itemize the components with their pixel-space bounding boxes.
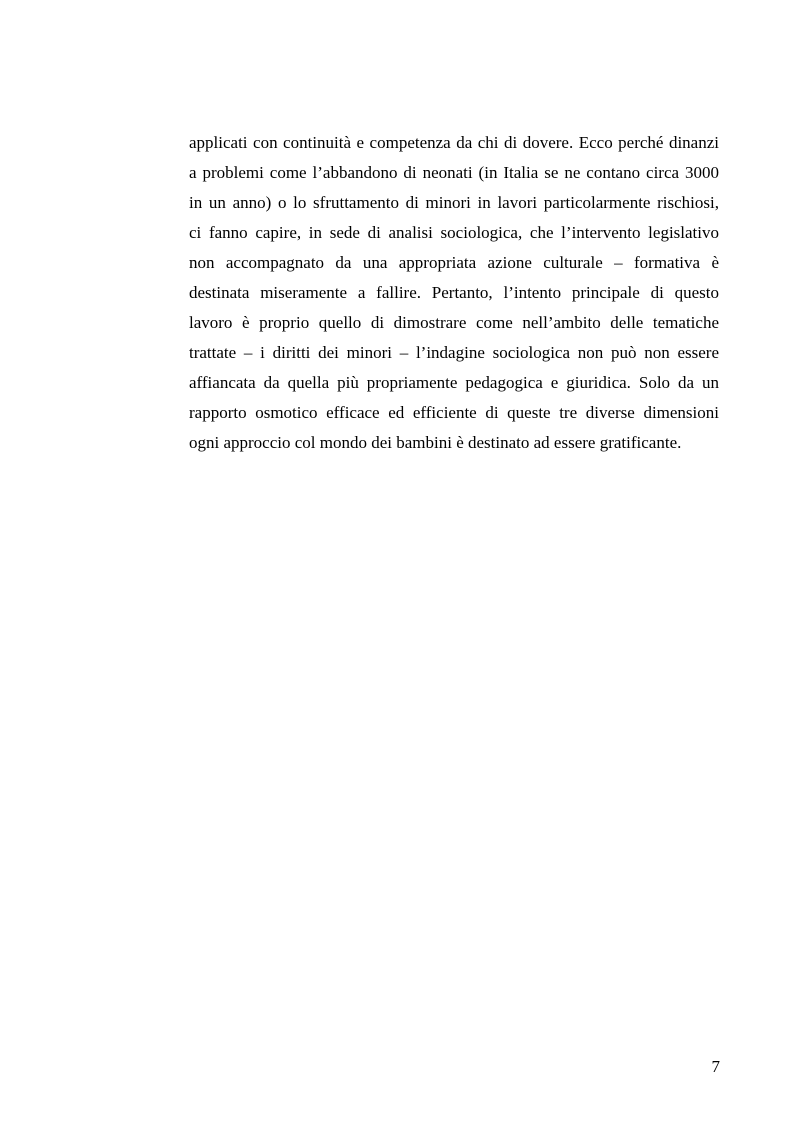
paragraph-line: destinata miseramente a fallire. Pertanto, l’intento principale di questo xyxy=(189,283,719,302)
body-paragraph xyxy=(189,128,719,458)
paragraph-line: affiancata da quella più propriamente pedagogica e giuridica. Solo da un xyxy=(189,373,719,392)
paragraph-line: rapporto osmotico efficace ed efficiente di queste tre diverse dimensioni xyxy=(189,403,719,422)
paragraph-line: applicati con continuità e competenza da chi di dovere. Ecco perché dinanzi xyxy=(189,133,719,152)
paragraph-line: ci fanno capire, in sede di analisi sociologica, che l’intervento legislativo xyxy=(189,223,719,242)
paragraph-line: lavoro è proprio quello di dimostrare come nell’ambito delle tematiche xyxy=(189,313,719,332)
paragraph-line: ogni approccio col mondo dei bambini è destinato ad essere gratificante. xyxy=(189,433,682,452)
paragraph-line: trattate – i diritti dei minori – l’indagine sociologica non può non essere xyxy=(189,343,719,362)
paragraph-line: a problemi come l’abbandono di neonati (in Italia se ne contano circa 3000 xyxy=(189,163,719,182)
paragraph-line: non accompagnato da una appropriata azione culturale – formativa è xyxy=(189,253,719,272)
page-number: 7 xyxy=(711,1057,720,1076)
paragraph-line: in un anno) o lo sfruttamento di minori in lavori particolarmente rischiosi, xyxy=(189,193,719,212)
